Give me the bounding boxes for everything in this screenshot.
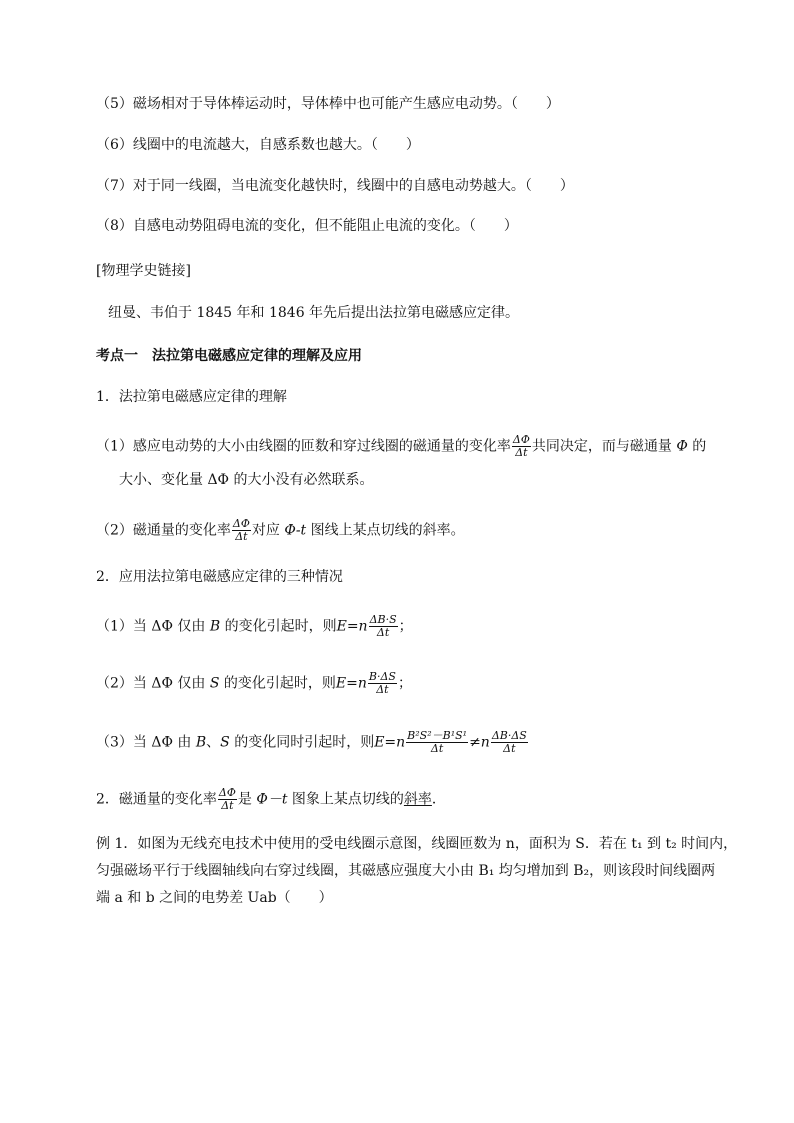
question-5: （5）磁场相对于导体棒运动时，导体棒中也可能产生感应电动势。（ ） — [96, 96, 560, 112]
fraction-case-2: $\frac{B\cdot\Delta S}{\Delta t}$ — [368, 670, 396, 696]
history-text: 纽曼、韦伯于 1845 年和 1846 年先后提出法拉第电磁感应定律。 — [108, 305, 520, 321]
subsection-2-title: 2．应用法拉第电磁感应定律的三种情况 — [96, 569, 343, 585]
section-title: 考点一 法拉第电磁感应定律的理解及应用 — [96, 348, 362, 364]
fraction-case-3b: $\frac{\Delta B\cdot\Delta S}{\Delta t}$ — [491, 729, 527, 755]
case-2: （2）当 ΔΦ 仅由 S 的变化引起时，则E=n $\frac{B\cdot\Delta S}{\Delta t}$ ； — [96, 670, 412, 696]
case-3: （3）当 ΔΦ 由 B、S 的变化同时引起时，则E=n $\frac{\text{B²S²－B¹S¹}}{\Delta t}$ ≠n $\frac{\Delta B\cdot\Delta S}{\Delta t}$ — [96, 729, 527, 755]
s1-paragraph-1: （1）感应电动势的大小由线圈的匝数和穿过线圈的磁通量的变化率 $\frac{\Delta\Phi}{\Delta t}$ 共同决定，而与磁通量 Φ 的 — [96, 433, 707, 459]
s1-paragraph-2: （2）磁通量的变化率 $\frac{\Delta\Phi}{\Delta t}$ 对应 Φ-t 图线上某点切线的斜率。 — [96, 517, 465, 543]
fraction-case-3a: $\frac{\text{B²S²－B¹S¹}}{\Delta t}$ — [407, 729, 468, 755]
case-1: （1）当 ΔΦ 仅由 B 的变化引起时，则E=n $\frac{\Delta B\cdot S}{\Delta t}$ ； — [96, 613, 413, 639]
history-heading: [物理学史链接] — [96, 263, 191, 279]
question-7: （7）对于同一线圈，当电流变化越快时，线圈中的自感电动势越大。（ ） — [96, 178, 574, 194]
question-8: （8）自感电动势阻碍电流的变化，但不能阻止电流的变化。（ ） — [96, 218, 518, 234]
fraction-dphi-dt-2: $\frac{\Delta\Phi}{\Delta t}$ — [232, 517, 250, 543]
example-1-line-1: 例 1．如图为无线充电技术中使用的受电线圈示意图，线圈匝数为 n，面积为 S．若在 t₁ 到 t₂ 时间内， — [96, 836, 738, 852]
example-1-line-2: 匀强磁场平行于线圈轴线向右穿过线圈，其磁感应强度大小由 B₁ 均匀增加到 B₂，则该段时间线圈两 — [96, 863, 716, 879]
fraction-dphi-dt-3: $\frac{\Delta\Phi}{\Delta t}$ — [218, 786, 236, 812]
example-1-line-3: 端 a 和 b 之间的电势差 Uab（ ） — [96, 890, 333, 906]
fraction-case-1: $\frac{\Delta B\cdot S}{\Delta t}$ — [369, 613, 397, 639]
question-6: （6）线圈中的电流越大，自感系数也越大。（ ） — [96, 137, 420, 153]
subsection-1-title: 1．法拉第电磁感应定律的理解 — [96, 389, 287, 405]
fraction-dphi-dt: $\frac{\Delta\Phi}{\Delta t}$ — [512, 433, 530, 459]
s1-paragraph-1-line2: 大小、变化量 ΔΦ 的大小没有必然联系。 — [119, 472, 374, 488]
subsection-3: 2．磁通量的变化率 $\frac{\Delta\Phi}{\Delta t}$ 是 Φ－t 图象上某点切线的斜率． — [96, 786, 446, 812]
